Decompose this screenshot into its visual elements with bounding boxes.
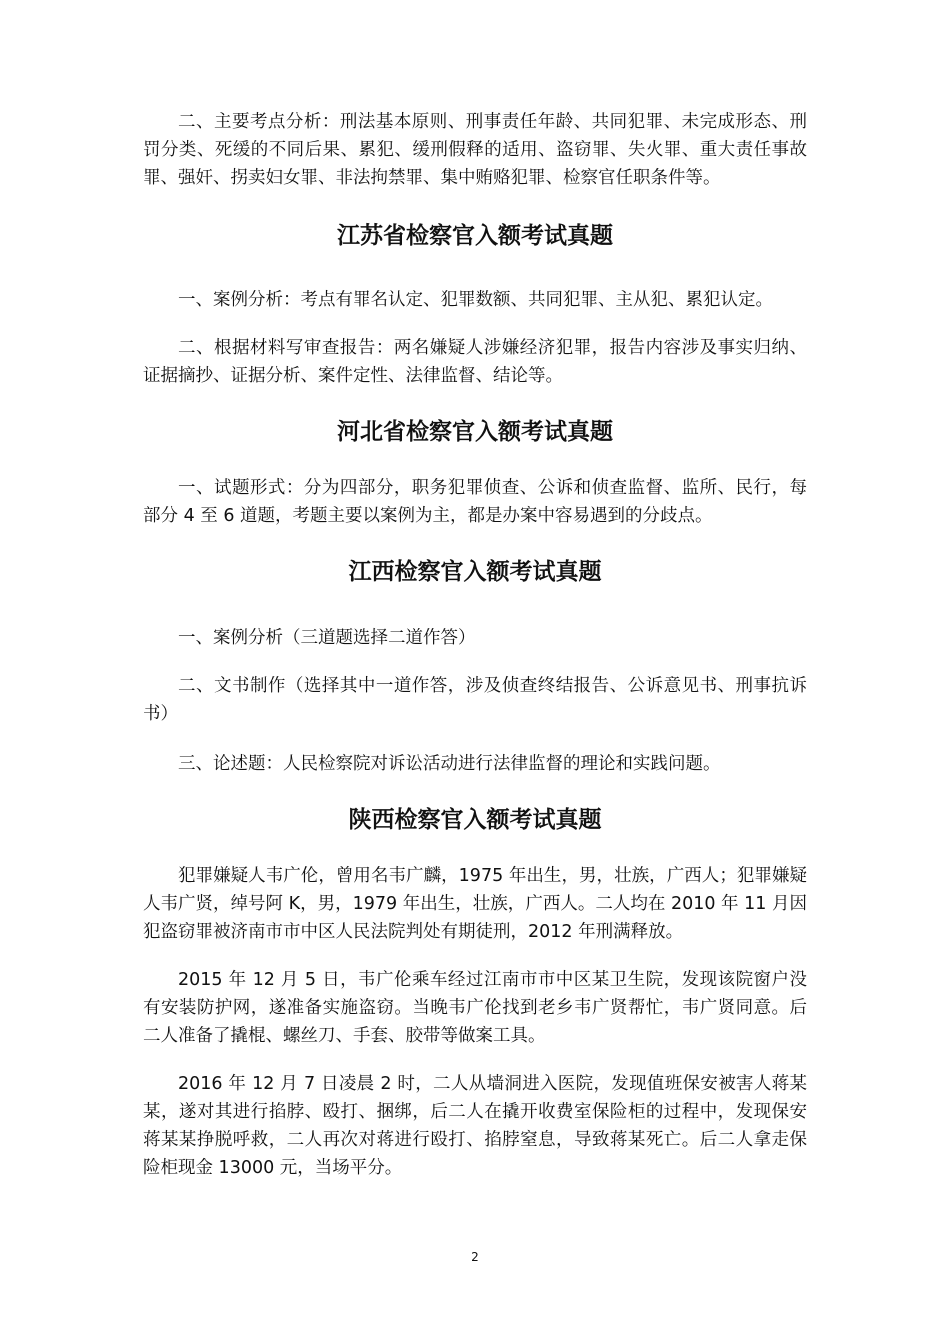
page-number: 2 bbox=[471, 1250, 479, 1264]
section-heading-jiangxi: 江西检察官入额考试真题 bbox=[348, 559, 602, 585]
paragraph: 一、案例分析（三道题选择二道作答） bbox=[178, 628, 476, 648]
paragraph: 二、文书制作（选择其中一道作答，涉及侦查终结报告、公诉意见书、刑事抗诉书） bbox=[143, 676, 807, 724]
paragraph: 犯罪嫌疑人韦广伦，曾用名韦广麟，1975 年出生，男，壮族，广西人；犯罪嫌疑人韦广贤，绰号阿 K，男，1979 年出生，壮族，广西人。二人均在 2010 年 11 月因犯盗窃罪被济南市市中区人民法院判处有期徒刑，2012 年刑满释放。 bbox=[143, 866, 807, 942]
document-body bbox=[143, 108, 807, 1182]
paragraph: 二、主要考点分析：刑法基本原则、刑事责任年龄、共同犯罪、未完成形态、刑罚分类、死缓的不同后果、累犯、缓刑假释的适用、盗窃罪、失火罪、重大责任事故罪、强奸、拐卖妇女罪、非法拘禁罪、集中贿赂犯罪、检察官任职条件等。 bbox=[143, 112, 807, 188]
paragraph: 三、论述题：人民检察院对诉讼活动进行法律监督的理论和实践问题。 bbox=[178, 754, 721, 774]
section-heading-hebei: 河北省检察官入额考试真题 bbox=[337, 419, 613, 445]
section-heading-jiangsu: 江苏省检察官入额考试真题 bbox=[337, 223, 613, 249]
paragraph: 二、根据材料写审查报告：两名嫌疑人涉嫌经济犯罪，报告内容涉及事实归纳、证据摘抄、证据分析、案件定性、法律监督、结论等。 bbox=[143, 338, 807, 386]
paragraph: 2016 年 12 月 7 日凌晨 2 时，二人从墙洞进入医院，发现值班保安被害人蒋某某，遂对其进行掐脖、殴打、捆绑，后二人在撬开收费室保险柜的过程中，发现保安蒋某某挣脱呼救，二人再次对蒋进行殴打、掐脖窒息，导致蒋某死亡。后二人拿走保险柜现金 13000 元，当场平分。 bbox=[143, 1074, 807, 1178]
paragraph: 一、案例分析：考点有罪名认定、犯罪数额、共同犯罪、主从犯、累犯认定。 bbox=[178, 290, 773, 310]
section-heading-shaanxi: 陕西检察官入额考试真题 bbox=[348, 807, 602, 833]
paragraph: 2015 年 12 月 5 日，韦广伦乘车经过江南市市中区某卫生院，发现该院窗户没有安装防护网，遂准备实施盗窃。当晚韦广伦找到老乡韦广贤帮忙，韦广贤同意。后二人准备了撬棍、螺丝刀、手套、胶带等做案工具。 bbox=[143, 970, 807, 1046]
paragraph: 一、试题形式：分为四部分，职务犯罪侦查、公诉和侦查监督、监所、民行，每部分 4 至 6 道题，考题主要以案例为主，都是办案中容易遇到的分歧点。 bbox=[143, 478, 807, 526]
